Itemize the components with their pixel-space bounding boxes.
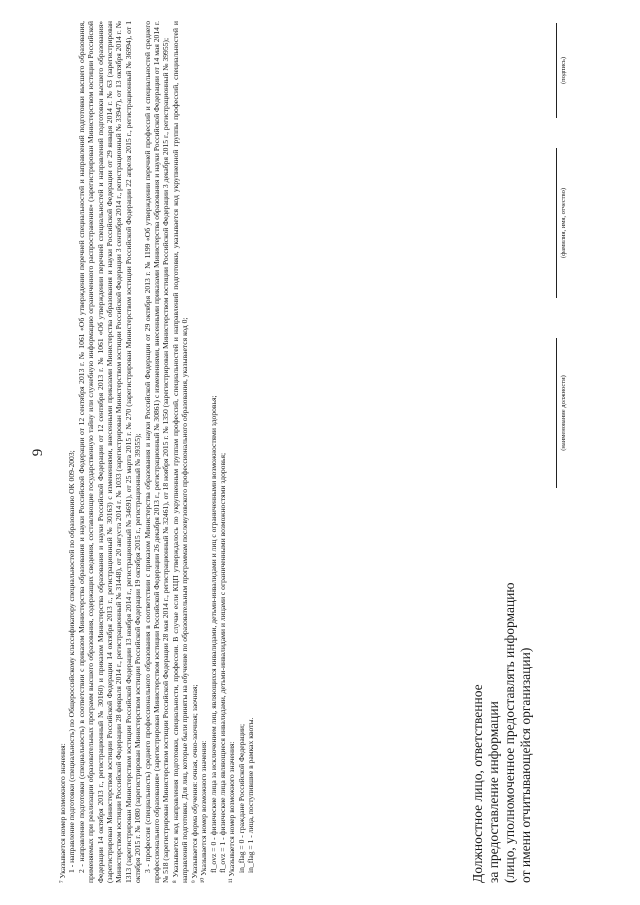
footnote-paragraph: in_flag = 1 - лица, поступившие в рамках квоты.	[246, 717, 256, 873]
page-number: 9	[30, 448, 46, 457]
footnote-paragraph: 3 - профессия (специальность) среднего профессионального образования в соответствии с приказом Министерства образования и науки Российской Федерации от 29 октября 2013 г. № 1199 «Об утверждении перечней профессий и специальностей среднего профессионального образования» (зарегистрирован Министерством юстиции Российской Федерации 26 декабря 2013 г., регистрационный № 30861) с изменениями, внесенными приказами Министерства образования и науки Российской Федерации от 14 мая 2014 г. № 518 (зарегистрирован Министерством юстиции Российской Федерации 28 мая 2014 г., регистрационный № 32461), от 18 ноября 2015 г. № 1350 (зарегистрирован Министерством юстиции Российской Федерации 3 декабря 2015 г., регистрационный № 39955);	[142, 21, 171, 883]
footnote-paragraph: ⁹ Указывается форма обучения: очная, очно-заочная; заочная;	[189, 684, 199, 883]
footnote-paragraph: fl_ovz = 0 - физические лица за исключением лиц, являющихся инвалидами, детьми-инвалидами и лиц с ограниченными возможностями здоровья;	[208, 395, 218, 873]
footnote-paragraph: fl_ovz = 1 - физические лица являющиеся инвалидами, детьми-инвалидами и лицами с ограниченными возможностями здоровья;	[217, 452, 227, 873]
footnote-paragraph: ¹¹ Указывается номер возможного значения:	[227, 741, 237, 883]
footnote-paragraph: in_flag = 0 - граждане Российской Федерации;	[236, 723, 246, 873]
responsible-person-label	[470, 553, 534, 883]
footnotes	[58, 21, 256, 883]
responsible-line-4: от имени отчитывающейся организации)	[518, 647, 533, 883]
position-line[interactable]	[556, 338, 557, 488]
signature-line[interactable]	[556, 23, 557, 118]
responsible-line-1: Должностное лицо, ответственное	[470, 684, 485, 883]
footnote-paragraph: ⁷ Указывается номер возможного значения:	[58, 743, 67, 883]
footnote-paragraph: 1 - направление подготовки (специальность) по Общероссийскому классификатору специальностей по образованию ОК 009-2003;	[67, 450, 77, 873]
signature-caption: (подпись)	[560, 57, 567, 84]
position-caption: (наименование должности)	[560, 375, 567, 451]
footnote-paragraph: ¹⁰ Указывается номер возможного значения:	[199, 740, 209, 883]
footnote-paragraph: 2 - направление подготовки (специальность) в соответствии с приказом Министерства образования и науки Российской Федерации от 12 сентября 2013 г. № 1061 «Об утверждении перечней специальностей и направлений подготовки высшего образования, применяемых при реализации образовательных программ высшего образования, содержащих сведения, составляющие государственную тайну или служебную информацию ограниченного распространения» (зарегистрирован Министерством юстиции Российской Федерации 14 октября 2013 г., регистрационный № 30160) и приказом Министерства образования и науки Российской Федерации от 12 сентября 2013 г. № 1061 «Об утверждении перечней специальностей и направлений подготовки высшего образования» (зарегистрирован Министерством юстиции Российской Федерации 14 октября 2013 г., регистрационный № 30163) с изменениями, внесенными приказами Министерства образования и науки Российской Федерации от 29 января 2014 г. № 63 (зарегистрирован Министерством юстиции Российской Федерации 28 февраля 2014 г., регистрационный № 31448), от 20 августа 2014 г. № 1033 (зарегистрирован Министерством юстиции Российской Федерации 3 сентября 2014 г., регистрационный № 33947), от 13 октября 2014 г. № 1313 (зарегистрирован Министерством юстиции Российской Федерации 13 ноября 2014 г., регистрационный № 34691), от 25 марта 2015 г. № 270 (зарегистрирован Министерством юстиции Российской Федерации 22 апреля 2015 г., регистрационный № 36994), от 1 октября 2015 г. № 1080 (зарегистрирован Министерством юстиции Российской Федерации 19 октября 2015 г., регистрационный № 39355);	[76, 21, 143, 883]
responsible-line-2: за предоставление информации	[486, 701, 501, 883]
responsible-line-3: (лицо, уполномоченное предоставлять информацию	[502, 582, 517, 883]
name-line[interactable]	[556, 148, 557, 298]
name-caption: (фамилия, имя, отчество)	[560, 187, 567, 259]
footnote-paragraph: ⁸ Указывается код направления подготовки, специальности, профессии. В случае если КЦП утверждалось по укрупненным группам профессий, специальностей и направлений подготовки, указывается код укрупненной группы профессий, специальностей и направлений подготовки. Для лиц, которые были приняты на обучение по образовательным программам послевузовского профессионального образования, указывается код 0;	[170, 21, 190, 883]
